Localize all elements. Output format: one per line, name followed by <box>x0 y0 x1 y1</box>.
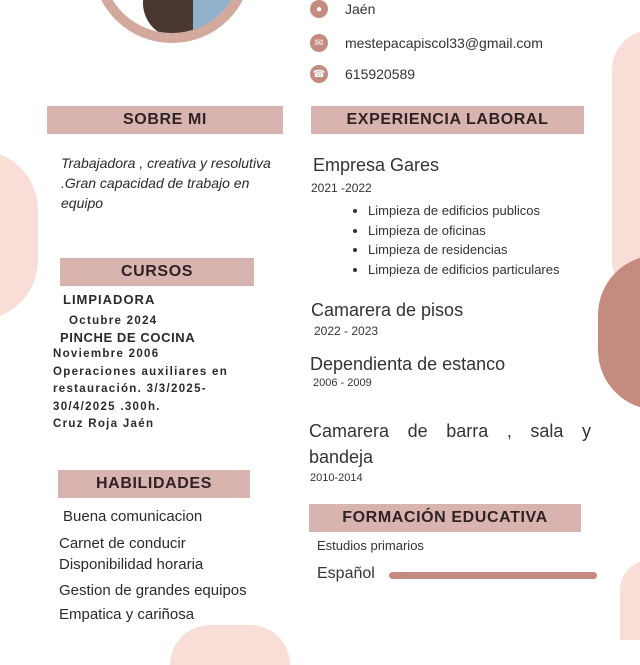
skill-item: Disponibilidad horaria <box>59 556 204 573</box>
skill-item: Gestion de grandes equipos <box>59 582 247 599</box>
language-level-bar <box>389 572 597 579</box>
sobre-mi-header: SOBRE MI <box>47 106 283 134</box>
list-item: • Limpieza de edificios particulares <box>368 260 559 280</box>
job-4-years: 2010-2014 <box>310 472 363 484</box>
contact-location <box>310 0 375 18</box>
job-1-title: Empresa Gares <box>313 155 440 175</box>
language-level-track <box>389 572 597 579</box>
skill-item: Buena comunicacion <box>63 508 203 525</box>
list-item: • Limpieza de residencias <box>368 240 559 260</box>
formacion-header: FORMACIÓN EDUCATIVA <box>309 504 581 532</box>
skill-item: Carnet de conducir <box>59 535 186 552</box>
course-2-name: PINCHE DE COCINA <box>60 330 196 345</box>
decor-blob-right-bottom <box>620 560 640 640</box>
location-text: Jaén <box>345 1 376 17</box>
phone-text: 615920589 <box>345 66 416 82</box>
job-2-years: 2022 - 2023 <box>314 324 379 338</box>
list-item: • Limpieza de oficinas <box>368 221 559 241</box>
job-2-title: Camarera de pisos <box>311 300 464 320</box>
course-1-name: LIMPIADORA <box>63 292 156 307</box>
decor-blob-left <box>0 150 38 320</box>
habilidades-header: HABILIDADES <box>58 470 250 498</box>
sobre-mi-text: Trabajadora , creativa y resolutiva .Gran capacidad de trabajo en equipo <box>61 155 271 211</box>
job-4-title-line-2: bandeja <box>309 447 374 467</box>
job-3-years: 2006 - 2009 <box>313 377 372 389</box>
contact-email <box>310 34 543 52</box>
list-item: • Limpieza de edificios publicos <box>368 201 559 221</box>
profile-photo <box>93 0 251 43</box>
experiencia-header: EXPERIENCIA LABORAL <box>311 106 584 134</box>
decor-blob-bottom <box>170 625 290 665</box>
skill-item: Empatica y cariñosa <box>59 606 195 623</box>
location-pin-icon: ● <box>310 0 328 18</box>
job-1-years: 2021 -2022 <box>311 181 372 195</box>
language-label: Español <box>317 565 375 582</box>
decor-blob-right-brown <box>598 255 640 410</box>
phone-icon: ☎ <box>310 65 328 83</box>
email-text: mestepacapiscol33@gmail.com <box>345 35 543 51</box>
contact-phone <box>310 65 415 83</box>
job-1-bullets <box>348 201 559 279</box>
course-2-details: Noviembre 2006 Operaciones auxiliares en restauración. 3/3/2025- 30/4/2025 .300h. Cruz Roja Jaén <box>53 348 229 430</box>
job-3-title: Dependienta de estanco <box>310 354 506 374</box>
course-1-date: Octubre 2024 <box>69 315 158 327</box>
studies-text: Estudios primarios <box>317 538 424 553</box>
job-4-title-line-1: Camarera de barra , sala y <box>309 421 591 441</box>
cursos-header: CURSOS <box>60 258 254 286</box>
email-icon: ✉ <box>310 34 328 52</box>
